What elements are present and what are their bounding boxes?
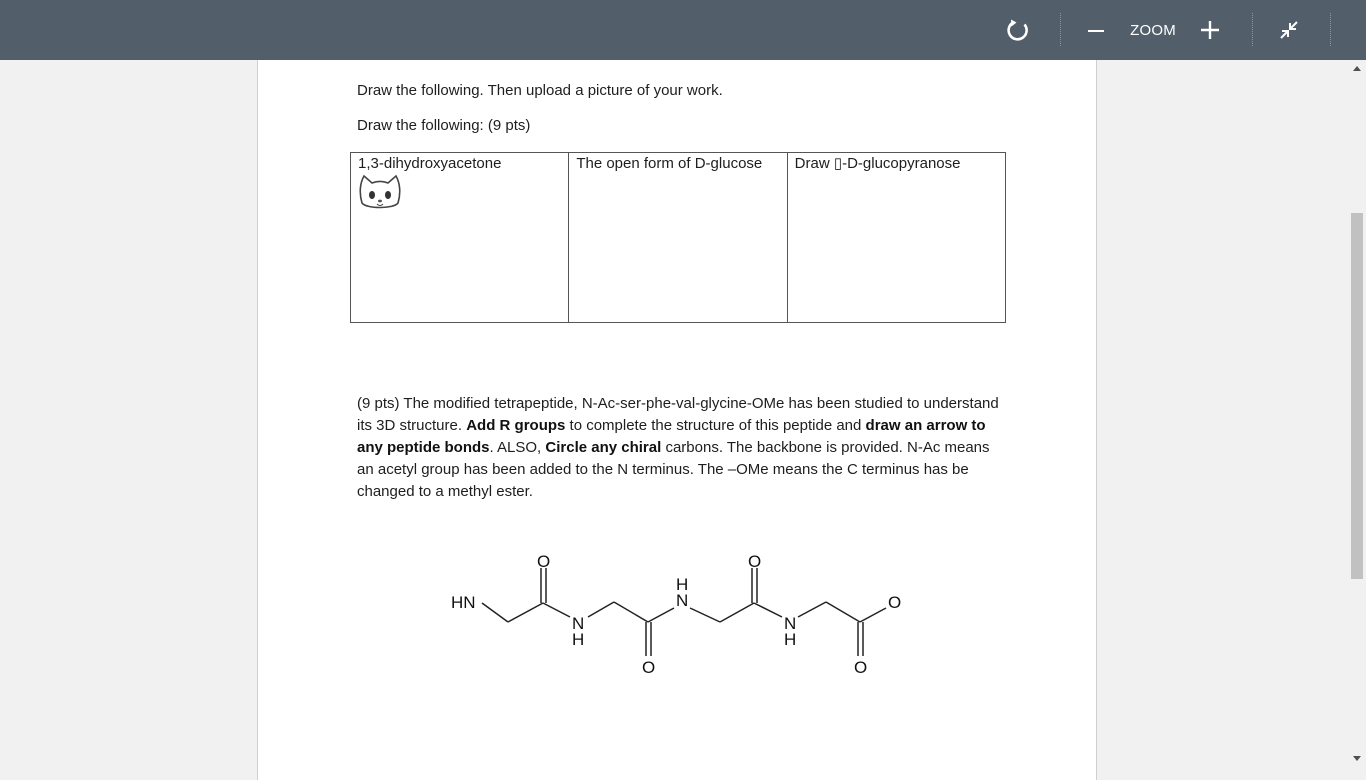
peptide-backbone-structure: [448, 548, 918, 678]
table-cell-glucopyranose: [787, 153, 1005, 323]
reload-button[interactable]: [1002, 14, 1034, 46]
drawing-table: [350, 152, 1006, 323]
vertical-scrollbar[interactable]: [1349, 60, 1366, 768]
mol-label-o: O: [888, 593, 902, 612]
exit-fullscreen-button[interactable]: [1274, 15, 1304, 45]
mol-label-h: H: [676, 575, 689, 594]
cat-face-icon: [358, 173, 561, 216]
zoom-in-button[interactable]: [1198, 18, 1222, 42]
mol-label-n: N: [572, 614, 585, 633]
scroll-up-arrow-icon[interactable]: [1353, 66, 1361, 71]
intro-text: Draw the following. Then upload a picture of your work.: [357, 82, 723, 99]
q2-bold-r-groups: Add R groups: [466, 417, 566, 434]
toolbar-separator: [1252, 13, 1253, 46]
document-page: [257, 60, 1097, 780]
table-row: [351, 153, 1006, 323]
toolbar-separator: [1330, 13, 1331, 46]
table-cell-dihydroxyacetone: [351, 153, 569, 323]
mol-label-hn: HN: [451, 593, 476, 612]
zoom-out-button[interactable]: [1084, 18, 1108, 42]
question-2-text: [357, 393, 1007, 503]
viewer-toolbar: [0, 0, 1366, 60]
minus-icon: [1086, 20, 1106, 40]
plus-icon: [1199, 19, 1221, 41]
reload-icon: [1005, 17, 1031, 43]
mol-label-o: O: [537, 552, 551, 571]
mol-label-n: N: [676, 591, 689, 610]
q2-bold-circle: Circle any chiral: [545, 439, 662, 456]
table-cell-glucose-open: [569, 153, 787, 323]
toolbar-separator: [1060, 13, 1061, 46]
q2-bold-arrow: draw an arrow to any peptide bonds: [357, 417, 986, 456]
collapse-arrows-icon: [1277, 18, 1301, 42]
subheading-text: Draw the following: (9 pts): [357, 117, 531, 134]
mol-label-o: O: [854, 658, 868, 677]
mol-label-n: N: [784, 614, 797, 633]
zoom-label: ZOOM: [1130, 21, 1176, 39]
q2-text-part: to complete the structure of this peptide and: [565, 417, 866, 434]
cell-label: 1,3-dihydroxyacetone: [358, 155, 502, 172]
scroll-down-arrow-icon[interactable]: [1353, 756, 1361, 761]
mol-label-h: H: [784, 630, 797, 649]
q2-text-part: (9 pts) The modified tetrapeptide, N-Ac-ser-phe-val-glycine-OMe has been studied to understand its 3D structure.: [357, 395, 999, 434]
q2-text-part: . ALSO,: [489, 439, 546, 456]
mol-label-o: O: [748, 552, 762, 571]
cell-label: The open form of D-glucose: [576, 155, 763, 172]
scrollbar-thumb[interactable]: [1351, 213, 1363, 579]
cell-label: Draw ▯-D-glucopyranose: [794, 155, 961, 172]
q2-text-part: carbons. The backbone is provided. N-Ac means an acetyl group has been added to the N terminus. The –OMe means the C terminus has be changed to a methyl ester.: [357, 439, 990, 500]
mol-label-o: O: [642, 658, 656, 677]
mol-label-h: H: [572, 630, 585, 649]
